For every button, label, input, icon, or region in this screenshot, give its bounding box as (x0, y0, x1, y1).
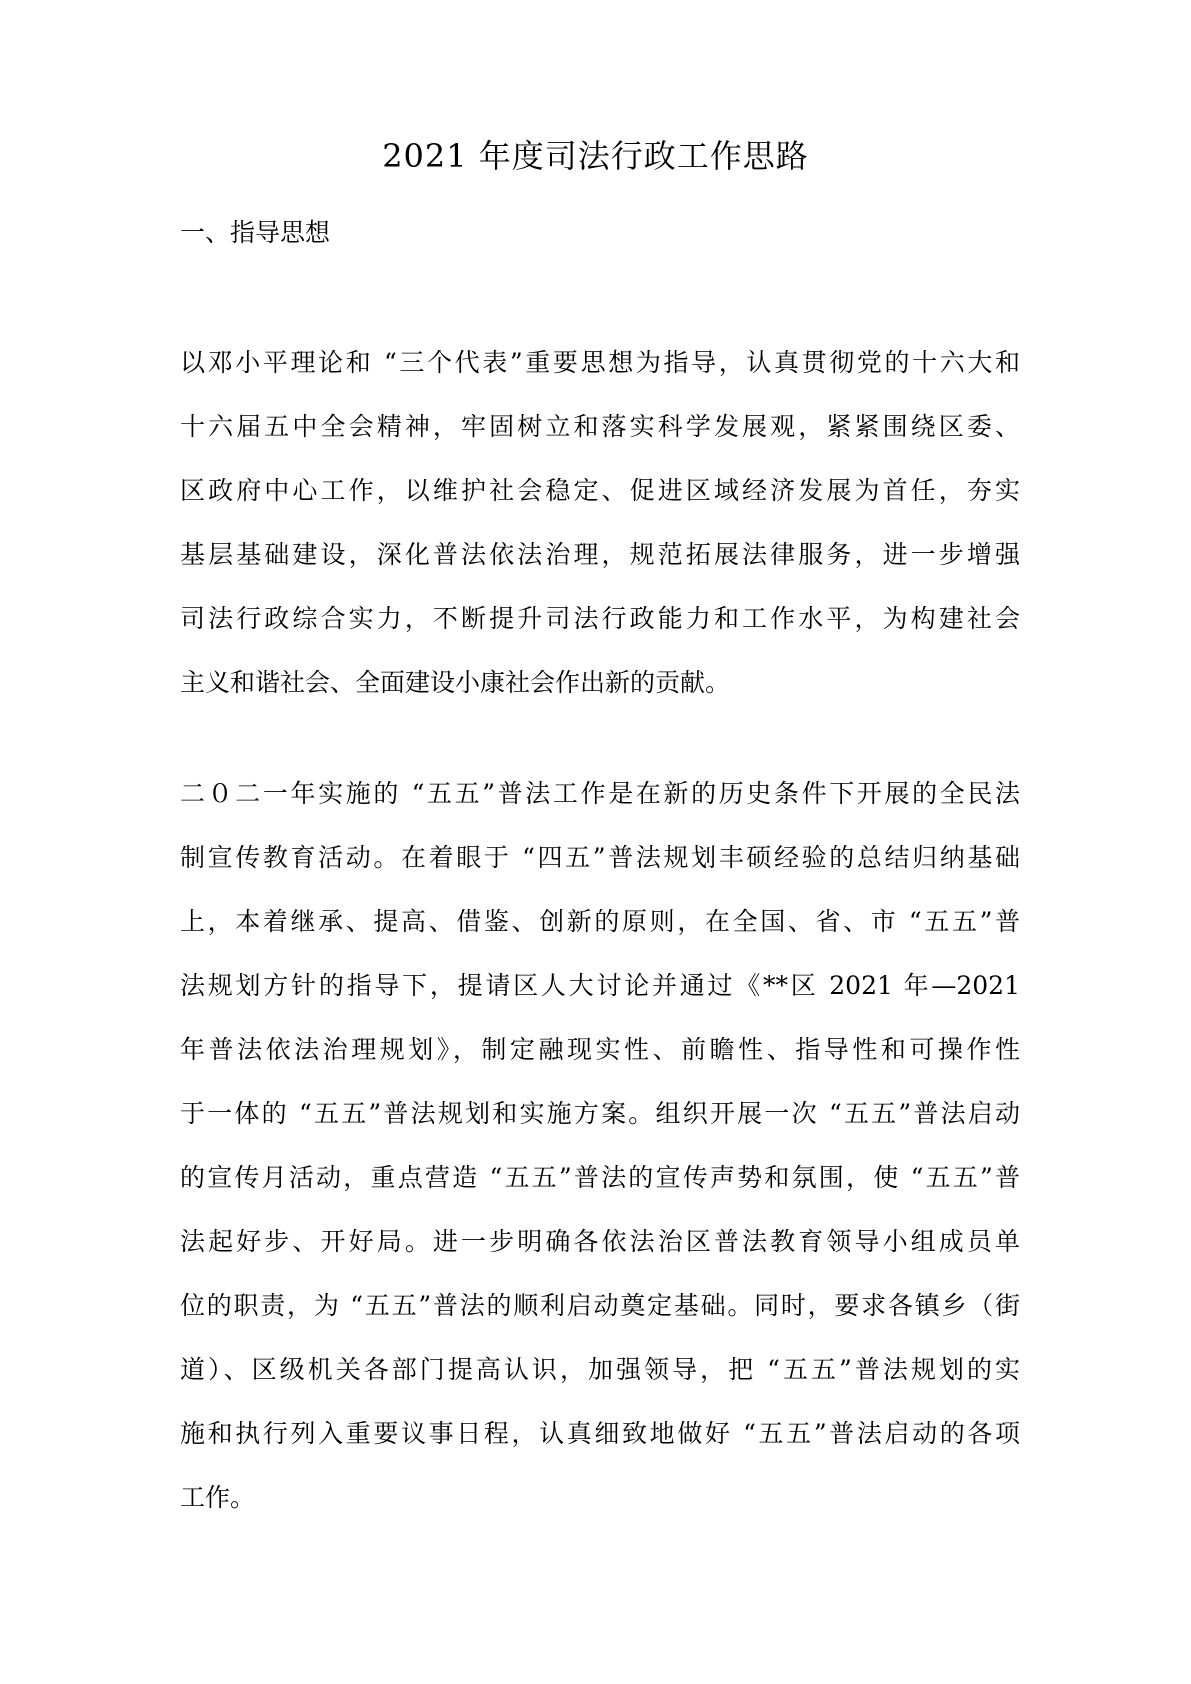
paragraph-line: 司法行政综合实力，不断提升司法行政能力和工作水平，为构建社会 (180, 604, 1020, 633)
paragraph-line: 于一体的 “五五”普法规划和实施方案。组织开展一次 “五五”普法启动 (180, 1099, 1020, 1128)
paragraph-line: 基层基础建设，深化普法依法治理，规范拓展法律服务，进一步增强 (180, 540, 1020, 569)
paragraph-guiding-ideology (180, 331, 1020, 715)
document-title: 2021 年度司法行政工作思路 (382, 137, 809, 175)
paragraph-line: 工作。 (180, 1483, 256, 1512)
paragraph-line: 十六届五中全会精神，牢固树立和落实科学发展观，紧紧围绕区委、 (180, 412, 1020, 441)
paragraph-line: 的宣传月活动，重点营造 “五五”普法的宣传声势和氛围，使 “五五”普 (180, 1163, 1020, 1192)
paragraph-line: 制宣传教育活动。在着眼于 “四五”普法规划丰硕经验的总结归纳基础 (180, 843, 1020, 872)
paragraph-line: 法起好步、开好局。进一步明确各依法治区普法教育领导小组成员单 (180, 1227, 1020, 1256)
paragraph-line: 位的职责，为 “五五”普法的顺利启动奠定基础。同时，要求各镇乡（街 (180, 1291, 1020, 1320)
paragraph-line: 法规划方针的指导下，提请区人大讨论并通过《**区 2021 年—2021 (180, 971, 1020, 1000)
paragraph-line: 施和执行列入重要议事日程，认真细致地做好 “五五”普法启动的各项 (180, 1419, 1020, 1448)
paragraph-line: 以邓小平理论和 “三个代表”重要思想为指导，认真贯彻党的十六大和 (180, 348, 1020, 377)
paragraph-line: 上，本着继承、提高、借鉴、创新的原则，在全国、省、市 “五五”普 (180, 907, 1020, 936)
paragraph-line: 主义和谐社会、全面建设小康社会作出新的贡献。 (180, 668, 731, 697)
paragraph-line: 年普法依法治理规划》，制定融现实性、前瞻性、指导性和可操作性 (180, 1035, 1020, 1064)
paragraph-legal-education (180, 762, 1020, 1530)
section-heading-guiding-ideology: 一、指导思想 (180, 218, 331, 247)
paragraph-line: 道）、区级机关各部门提高认识，加强领导，把 “五五”普法规划的实 (180, 1355, 1020, 1384)
paragraph-line: 二０二一年实施的 “五五”普法工作是在新的历史条件下开展的全民法 (180, 779, 1020, 808)
paragraph-line: 区政府中心工作，以维护社会稳定、促进区域经济发展为首任，夯实 (180, 476, 1020, 505)
